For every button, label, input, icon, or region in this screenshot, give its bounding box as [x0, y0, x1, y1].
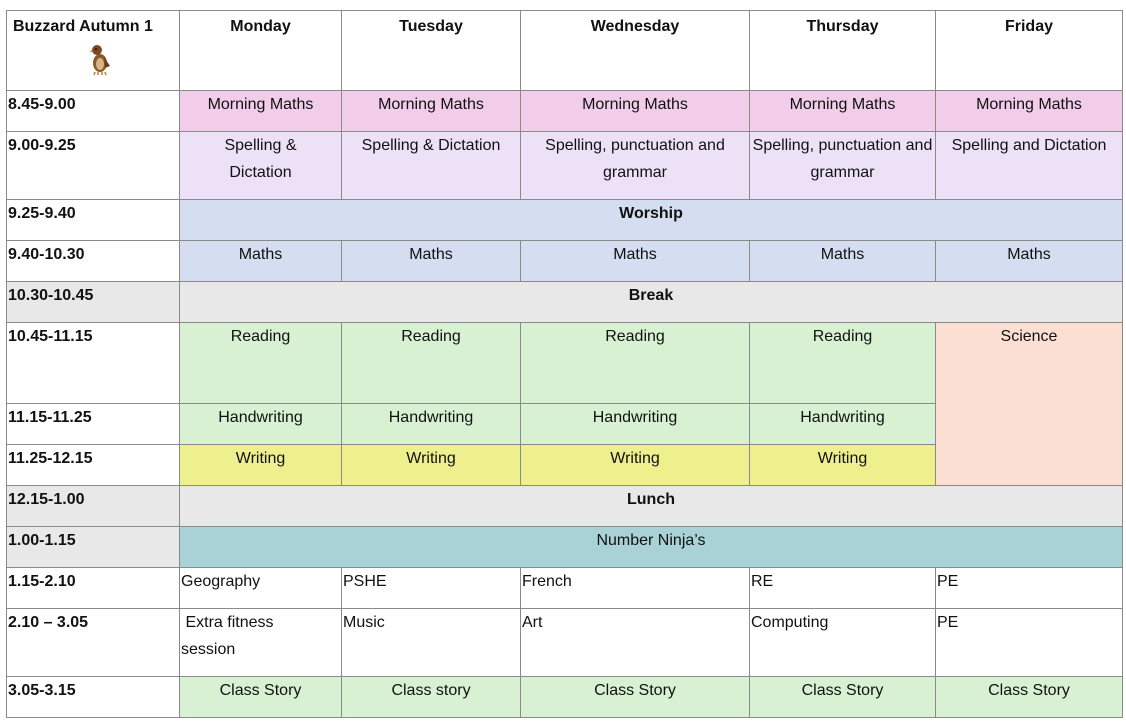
timetable-title: Buzzard Autumn 1: [13, 18, 153, 35]
timetable-row: [7, 91, 1123, 132]
lesson-cell: Class story: [342, 677, 521, 718]
time-cell: 1.15-2.10: [7, 568, 180, 609]
lesson-cell: Spelling, punctuation and grammar: [750, 132, 936, 200]
timetable-row: [7, 323, 1123, 404]
day-header-friday: Friday: [936, 11, 1123, 91]
day-header-monday: Monday: [180, 11, 342, 91]
timetable-row: [7, 568, 1123, 609]
lesson-cell: RE: [750, 568, 936, 609]
header-row: [7, 11, 1123, 91]
lesson-cell: Writing: [180, 445, 342, 486]
time-cell: 9.00-9.25: [7, 132, 180, 200]
lesson-cell: Class Story: [521, 677, 750, 718]
timetable-title-cell: [7, 11, 180, 91]
break-cell: Break: [180, 282, 1123, 323]
lesson-cell: Handwriting: [521, 404, 750, 445]
time-cell: 2.10 – 3.05: [7, 609, 180, 677]
time-cell: 12.15-1.00: [7, 486, 180, 527]
number-ninjas-cell: Number Ninja’s: [180, 527, 1123, 568]
lesson-cell: Maths: [521, 241, 750, 282]
lesson-cell: Maths: [180, 241, 342, 282]
timetable-row: [7, 241, 1123, 282]
lesson-cell: Maths: [750, 241, 936, 282]
science-cell: Science: [936, 323, 1123, 486]
lesson-cell: Morning Maths: [180, 91, 342, 132]
timetable-row: [7, 609, 1123, 677]
lesson-cell: Morning Maths: [521, 91, 750, 132]
lesson-cell: Reading: [180, 323, 342, 404]
time-cell: 11.15-11.25: [7, 404, 180, 445]
lesson-cell: Morning Maths: [936, 91, 1123, 132]
lesson-cell: Spelling & Dictation: [342, 132, 521, 200]
timetable: [6, 10, 1123, 718]
timetable-row: [7, 282, 1123, 323]
timetable-row: [7, 132, 1123, 200]
lesson-cell: Reading: [342, 323, 521, 404]
lesson-cell: PSHE: [342, 568, 521, 609]
lesson-cell: Spelling & Dictation: [180, 132, 342, 200]
lesson-cell: Handwriting: [342, 404, 521, 445]
time-cell: 10.45-11.15: [7, 323, 180, 404]
lesson-cell: Spelling, punctuation and grammar: [521, 132, 750, 200]
lesson-cell: Class Story: [936, 677, 1123, 718]
lesson-cell: Spelling and Dictation: [936, 132, 1123, 200]
lesson-cell: Maths: [342, 241, 521, 282]
lesson-cell: Morning Maths: [750, 91, 936, 132]
lesson-cell: Writing: [521, 445, 750, 486]
lesson-cell: Maths: [936, 241, 1123, 282]
lesson-cell: French: [521, 568, 750, 609]
time-cell: 1.00-1.15: [7, 527, 180, 568]
buzzard-bird-icon: [89, 42, 111, 76]
lesson-cell: Morning Maths: [342, 91, 521, 132]
lesson-cell: PE: [936, 609, 1123, 677]
timetable-row: [7, 677, 1123, 718]
time-cell: 8.45-9.00: [7, 91, 180, 132]
lesson-cell: Handwriting: [750, 404, 936, 445]
lunch-cell: Lunch: [180, 486, 1123, 527]
day-header-tuesday: Tuesday: [342, 11, 521, 91]
worship-cell: Worship: [180, 200, 1123, 241]
lesson-cell: Reading: [521, 323, 750, 404]
lesson-cell: Music: [342, 609, 521, 677]
timetable-row: [7, 200, 1123, 241]
time-cell: 10.30-10.45: [7, 282, 180, 323]
lesson-cell: Geography: [180, 568, 342, 609]
lesson-cell: Reading: [750, 323, 936, 404]
lesson-cell: Writing: [750, 445, 936, 486]
timetable-row: [7, 486, 1123, 527]
time-cell: 11.25-12.15: [7, 445, 180, 486]
lesson-cell: Art: [521, 609, 750, 677]
lesson-cell: Extra fitness session: [180, 609, 342, 677]
time-cell: 9.25-9.40: [7, 200, 180, 241]
timetable-row: [7, 527, 1123, 568]
lesson-cell: Computing: [750, 609, 936, 677]
time-cell: 9.40-10.30: [7, 241, 180, 282]
lesson-cell: Writing: [342, 445, 521, 486]
day-header-wednesday: Wednesday: [521, 11, 750, 91]
lesson-cell: Handwriting: [180, 404, 342, 445]
lesson-cell: Class Story: [750, 677, 936, 718]
time-cell: 3.05-3.15: [7, 677, 180, 718]
day-header-thursday: Thursday: [750, 11, 936, 91]
lesson-cell: PE: [936, 568, 1123, 609]
lesson-cell: Class Story: [180, 677, 342, 718]
